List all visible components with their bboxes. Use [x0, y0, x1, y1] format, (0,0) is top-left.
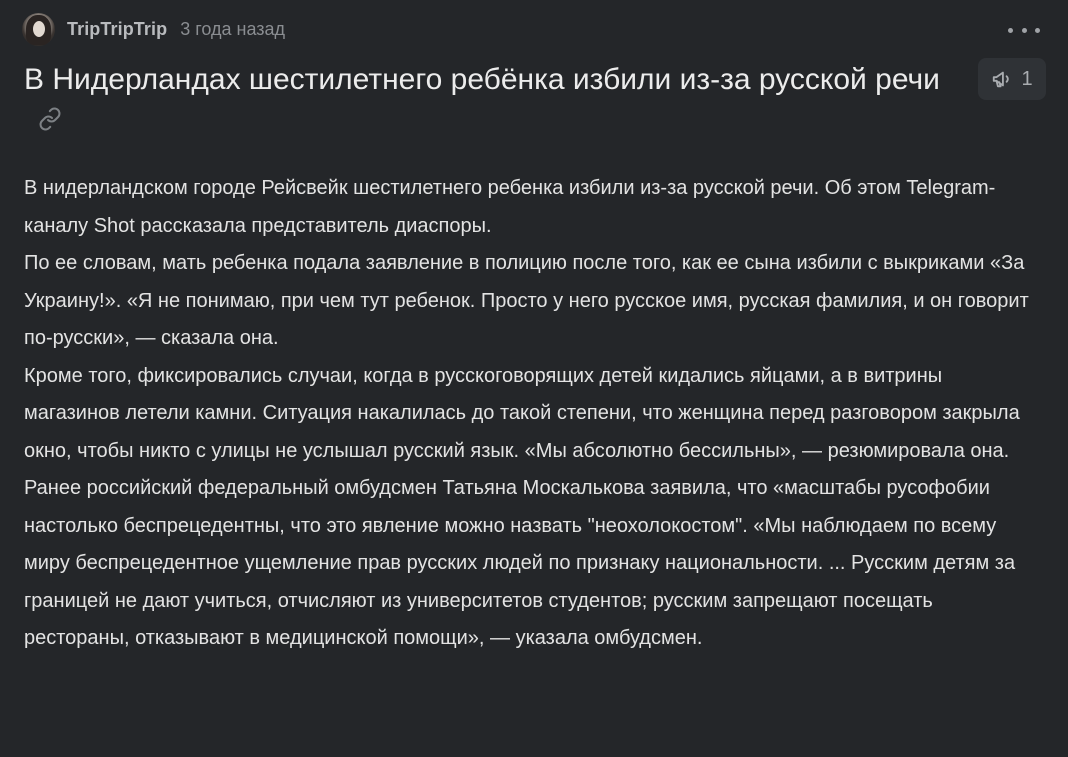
- paragraph: Ранее российский федеральный омбудсмен Татьяна Москалькова заявила, что «масштабы русофобии настолько беспрецедентны, что это явление можно назвать "неохолокостом". «Мы наблюдаем по всему миру беспрецедентное ущемление прав русских людей по признаку национальности. ... Русским детям за границей не дают учиться, отчисляют из университетов студентов; русским запрещают посещать рестораны, отказывают в медицинской помощи», — указала омбудсмен.: [24, 477, 1016, 649]
- more-horizontal-icon: [1008, 28, 1013, 33]
- paragraph: По ее словам, мать ребенка подала заявление в полицию после того, как ее сына избили с выкриками «За Украину!». «Я не понимаю, при чем тут ребенок. Просто у него русское имя, русская фамилия, и он говорит по-русски», — сказала она.: [24, 252, 1029, 349]
- link-icon[interactable]: [38, 100, 62, 144]
- avatar[interactable]: [22, 13, 55, 46]
- repost-count: 1: [1021, 67, 1033, 90]
- more-options-button[interactable]: [1008, 20, 1040, 40]
- more-dot: [1022, 28, 1027, 33]
- paragraph: В нидерландском городе Рейсвейк шестилетнего ребенка избили из-за русской речи. Об этом Telegram-каналу Shot рассказала представитель диаспоры.: [24, 177, 996, 237]
- post-title: [24, 58, 944, 146]
- post-title-text: В Нидерландах шестилетнего ребёнка избили из-за русской речи: [24, 63, 940, 96]
- more-dot: [1035, 28, 1040, 33]
- post-header: [22, 12, 285, 46]
- megaphone-icon: [991, 68, 1013, 90]
- post-time[interactable]: 3 года назад: [180, 18, 286, 39]
- repost-button[interactable]: [978, 58, 1046, 100]
- post-body: [24, 170, 1034, 658]
- author-name[interactable]: TripTripTrip: [67, 18, 168, 39]
- paragraph: Кроме того, фиксировались случаи, когда в русскоговорящих детей кидались яйцами, а в витрины магазинов летели камни. Ситуация накалилась до такой степени, что женщина перед разговором закрыла окно, чтобы никто с улицы не услышал русский язык. «Мы абсолютно бессильны», — резюмировала она.: [24, 364, 1020, 462]
